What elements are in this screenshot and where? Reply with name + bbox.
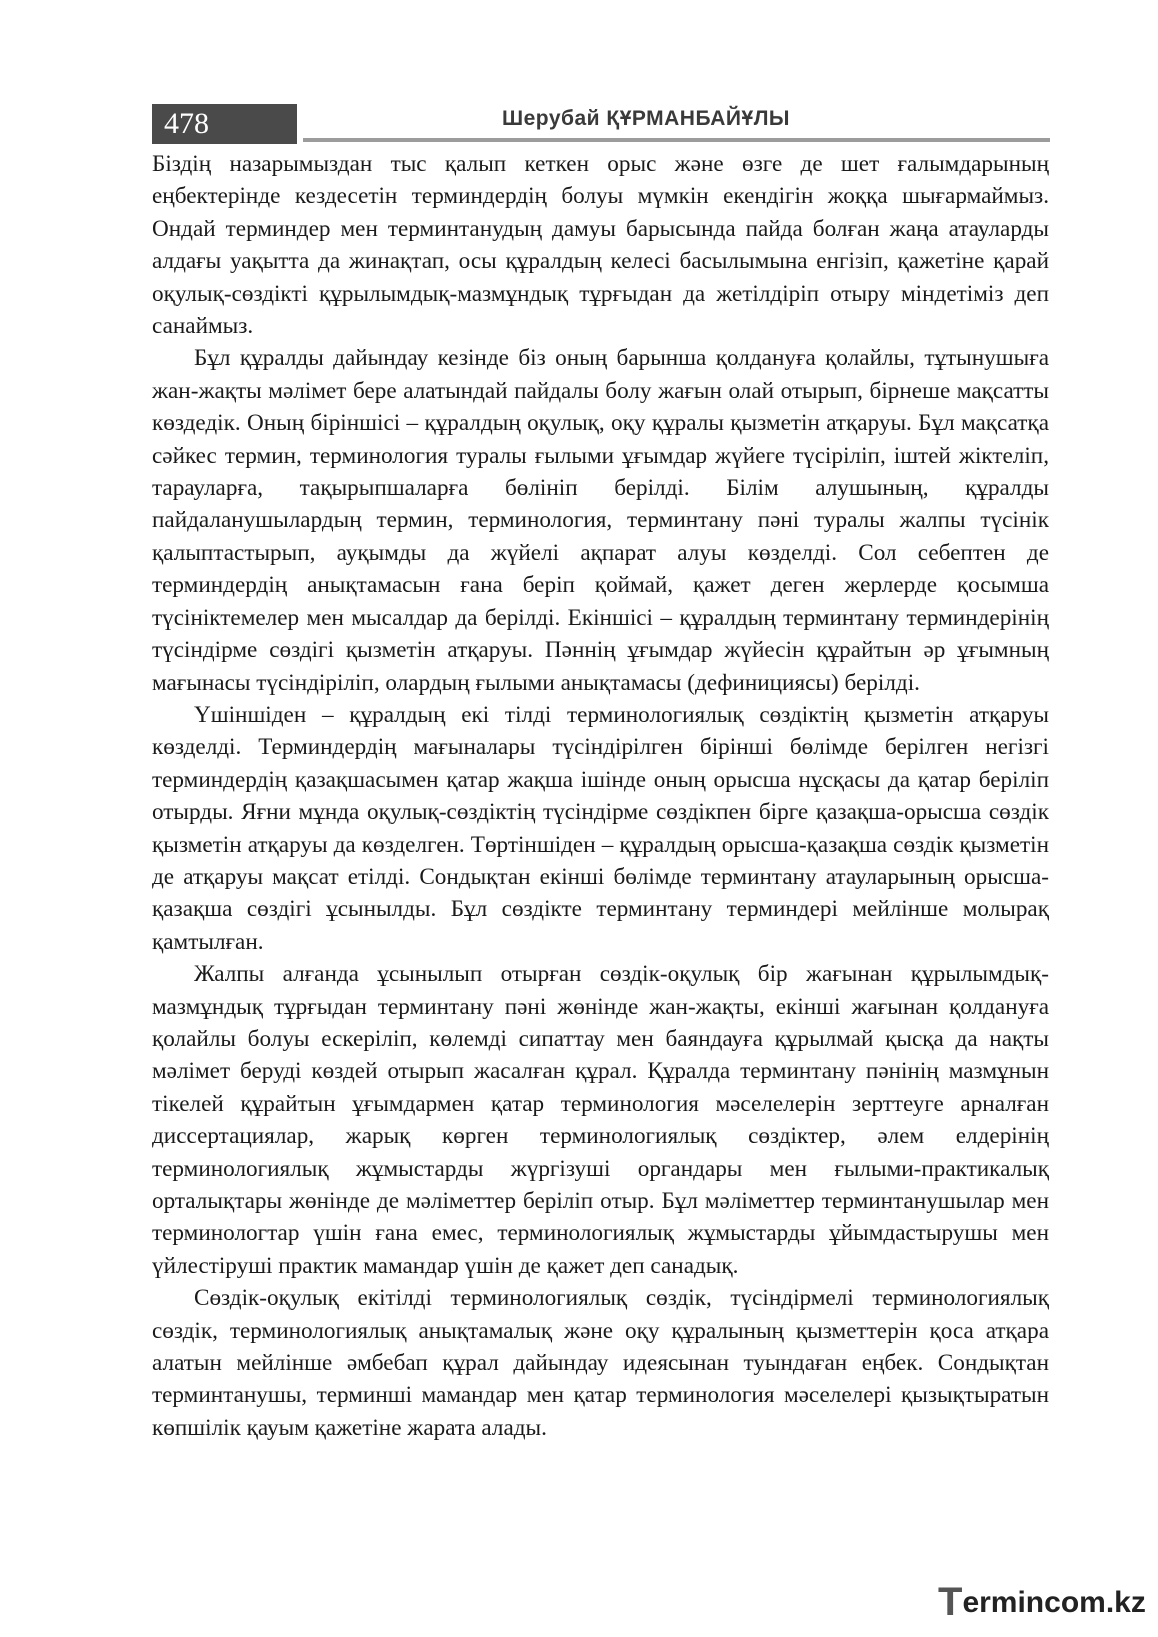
page-number: 478 <box>164 107 209 140</box>
paragraph: Сөздік-оқулық екітілді терминологиялық сөздік, түсіндірмелі терминологиялық сөздік, терминологиялық анықтамалық және оқу құралының қызметтерін қоса атқара алатын мейлінше әмбебап құрал дайындау идеясынан туындаған еңбек. Сондықтан терминтанушы, терминші мамандар мен қатар терминология мәселелері қызықтыратын көпшілік қауым қажетіне жарата алады. <box>152 1285 1049 1441</box>
header-rule <box>303 138 1050 142</box>
watermark-lead-letter: T <box>938 1580 963 1624</box>
page-number-box <box>152 104 297 144</box>
site-watermark <box>938 1580 1146 1624</box>
paragraph: Үшіншіден – құралдың екі тілді терминологиялық сөздіктің қызметін атқаруы көзделді. Терминдердің мағыналары түсіндірілген бірінші бөлімде берілген негізгі терминдердің қазақшасымен қатар жақша ішінде оның орысша нұсқасы да қатар беріліп отырды. Яғни мұнда оқулық-сөздіктің түсіндірме сөздікпен бірге қазақша-орысша сөздік қызметін атқаруы да көзделген. Төртіншіден – құралдың орысша-қазақша сөздік қызметін де атқаруы мақсат етілді. Сондықтан екінші бөлімде терминтану атауларының орысша-қазақша сөздігі ұсынылды. Бұл сөздікте терминтану терминдері мейлінше молырақ қамтылған. <box>152 701 1049 955</box>
paragraph: Бұл құралды дайындау кезінде біз оның барынша қолдануға қолайлы, тұтынушыға жан-жақты мәлімет бере алатындай пайдалы болу жағын олай отырып, бірнеше мақсатты көздедік. Оның біріншісі – құралдың оқулық, оқу құралы қызметін атқаруы. Бұл мақсатқа сәйкес термин, терминология туралы ғылыми ұғымдар жүйеге түсіріліп, іштей жіктеліп, тарауларға, тақырыпшаларға бөлініп берілді. Білім алушының, құралды пайдаланушылардың термин, терминология, терминтану пәні туралы жалпы түсінік қалыптастырып, ауқымды да жүйелі ақпарат алуы көзделді. Сол себептен де терминдердің анықтамасын ғана беріп қоймай, қажет деген жерлерде қосымша түсініктемелер мен мысалдар да берілді. Екіншісі – құралдың терминтану терминдерінің түсіндірме сөздігі қызметін атқаруы. Пәннің ұғымдар жүйесін құрайтын әр ұғымның мағынасы түсіндіріліп, олардың ғылыми анықтамасы (дефинициясы) берілді. <box>152 345 1049 696</box>
paragraph: Біздің назарымыздан тыс қалып кеткен орыс және өзге де шет ғалымдарының еңбектерінде кездесетін терминдердің болуы мүмкін екендігін жоққа шығармаймыз. Ондай терминдер мен терминтанудың дамуы барысында пайда болған жаңа атауларды алдағы уақытта да жинақтап, осы құралдың келесі басылымына енгізіп, қажетіне қарай оқулық-сөздікті құрылымдық-мазмұндық тұрғыдан да жетілдіріп отыру міндетіміз деп санаймыз. <box>152 151 1049 340</box>
watermark-text: ermincom.kz <box>962 1586 1146 1619</box>
body-text <box>152 148 1049 1444</box>
header-author: Шерубай ҚҰРМАНБАЙҰЛЫ <box>502 107 790 130</box>
paragraph: Жалпы алғанда ұсынылып отырған сөздік-оқулық бір жағынан құрылымдық-мазмұндық тұрғыдан терминтану пәні жөнінде жан-жақты, екінші жағынан қолдануға қолайлы болуы ескеріліп, көлемді сипаттау мен баяндауға құрылмай қысқа да нақты мәлімет беруді көздей отырып жасалған құрал. Құралда терминтану пәнінің мазмұнын тікелей құрайтын ұғымдармен қатар терминология мәселелерін зерттеуге арналған диссертациялар, жарық көрген терминологиялық сөздіктер, әлем елдерінің терминологиялық жұмыстарды жүргізуші органдары мен ғылыми-практикалық орталықтары жөнінде де мәліметтер беріліп отыр. Бұл мәліметтер терминтанушылар мен терминологтар үшін ғана емес, терминологиялық жұмыстарды ұйымдастырушы мен үйлестіруші практик мамандар үшін де қажет деп санадық. <box>152 961 1049 1279</box>
running-header <box>152 104 1050 146</box>
